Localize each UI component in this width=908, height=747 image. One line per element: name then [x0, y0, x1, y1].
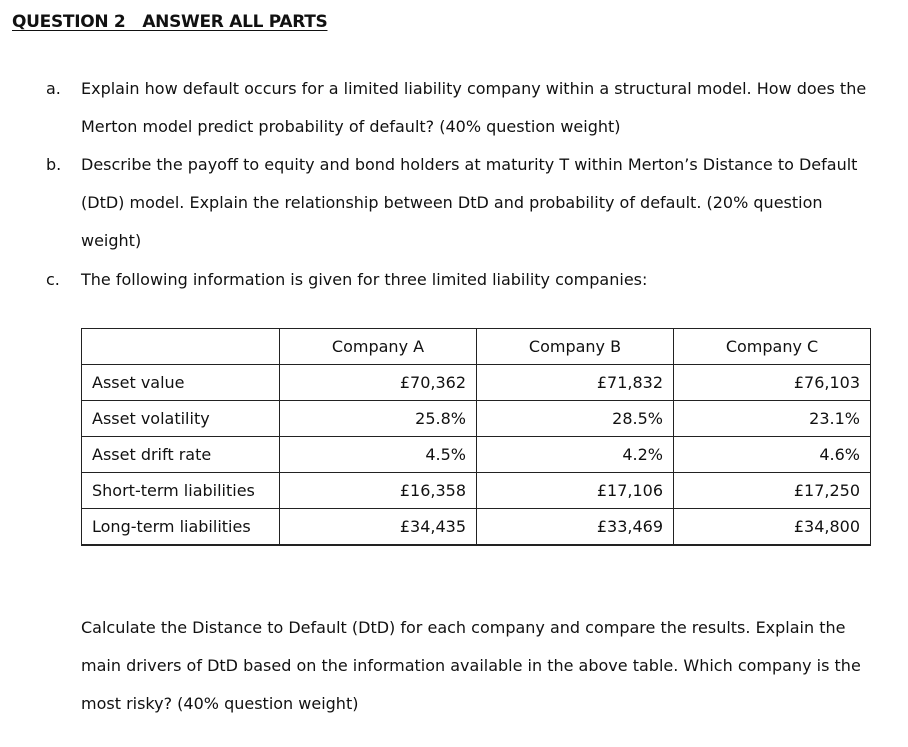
table-row [82, 365, 871, 401]
table-cell: £71,832 [477, 365, 674, 401]
table-cell: 23.1% [674, 401, 871, 437]
table-cell: 4.2% [477, 437, 674, 473]
table-cell: 4.5% [280, 437, 477, 473]
company-data-table [81, 328, 871, 546]
table-cell: 4.6% [674, 437, 871, 473]
part-c-text: The following information is given for three limited liability companies: [81, 270, 648, 289]
part-c [46, 261, 876, 299]
row-label: Asset value [82, 365, 280, 401]
part-a [46, 70, 876, 146]
row-label: Asset volatility [82, 401, 280, 437]
part-a-text: Explain how default occurs for a limited liability company within a structural model. How does the Merton model predict probability of default? (40% question weight) [81, 79, 867, 136]
table-row [82, 473, 871, 509]
part-c-marker: c. [46, 270, 60, 289]
table-row [82, 509, 871, 545]
table-header-row [82, 329, 871, 365]
part-b-marker: b. [46, 155, 62, 174]
question-heading: QUESTION 2 ANSWER ALL PARTS [12, 12, 328, 32]
table-header-cell: Company A [280, 329, 477, 365]
row-label: Short-term liabilities [82, 473, 280, 509]
table-cell: £16,358 [280, 473, 477, 509]
table-cell: £33,469 [477, 509, 674, 545]
table-cell: £17,250 [674, 473, 871, 509]
row-label: Asset drift rate [82, 437, 280, 473]
table-row [82, 437, 871, 473]
table-header-cell: Company B [477, 329, 674, 365]
table-cell: £34,435 [280, 509, 477, 545]
table-row [82, 401, 871, 437]
table-header-cell: Company C [674, 329, 871, 365]
row-label: Long-term liabilities [82, 509, 280, 545]
part-a-marker: a. [46, 79, 61, 98]
table-cell: 28.5% [477, 401, 674, 437]
table-cell: £70,362 [280, 365, 477, 401]
table-header-cell [82, 329, 280, 365]
table-cell: £34,800 [674, 509, 871, 545]
part-b [46, 146, 876, 260]
table-cell: £76,103 [674, 365, 871, 401]
table-cell: 25.8% [280, 401, 477, 437]
part-b-text: Describe the payoff to equity and bond holders at maturity T within Merton’s Distance to Default (DtD) model. Explain the relationship between DtD and probability of default. (20% question weight) [81, 155, 858, 250]
table-cell: £17,106 [477, 473, 674, 509]
closing-instructions: Calculate the Distance to Default (DtD) for each company and compare the results. Explain the main drivers of DtD based on the information available in the above table. Which company is the most risky? (40% question weight) [81, 618, 861, 713]
